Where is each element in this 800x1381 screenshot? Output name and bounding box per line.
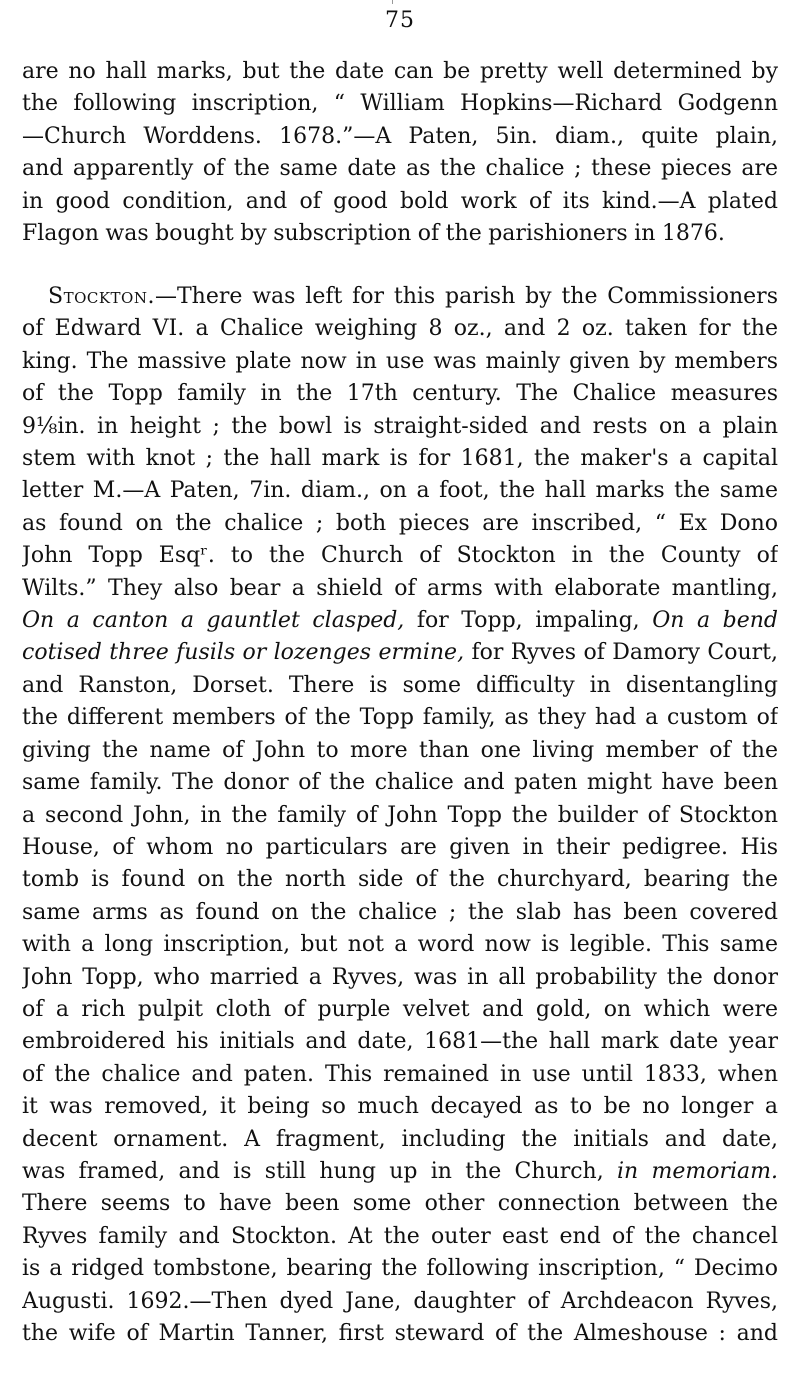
text-line: John Topp, who married a Ryves, was in all probability the donor xyxy=(22,964,778,990)
text-fragment: for Ryves of Damory Court, xyxy=(464,640,778,666)
text-line: decent ornament. A fragment, including the initials and date, xyxy=(22,1126,778,1152)
text-line: —Church Worddens. 1678.”—A Paten, 5in. diam., quite plain, xyxy=(22,123,778,149)
paragraph-plate-description xyxy=(22,56,778,250)
text-line: Ryves family and Stockton. At the outer east end of the chancel xyxy=(22,1223,778,1249)
text-fragment: for Topp, impaling, xyxy=(404,608,653,634)
text-line: same family. The donor of the chalice and paten might have been xyxy=(22,770,778,796)
text-line: letter M.—A Paten, 7in. diam., on a foot, the hall marks the same xyxy=(22,478,778,504)
text-line: the wife of Martin Tanner, first steward of the Almeshouse : and xyxy=(22,1321,778,1346)
text-line: Augusti. 1692.—Then dyed Jane, daughter of Archdeacon Ryves, xyxy=(22,1288,778,1314)
arms-blazon-ryves-start: On a bend xyxy=(652,608,778,634)
text-line: and apparently of the same date as the chalice ; these pieces are xyxy=(22,156,778,182)
page-number: 75 xyxy=(385,8,415,33)
text-line: of the Topp family in the 17th century. The Chalice measures xyxy=(22,381,778,407)
text-line: 9⅛in. in height ; the bowl is straight-sided and rests on a plain xyxy=(22,413,778,439)
section-heading-stockton: Stockton. xyxy=(48,284,155,309)
text-line: is a ridged tombstone, bearing the following inscription, “ Decimo xyxy=(22,1256,778,1282)
text-line-arms-2 xyxy=(22,637,778,669)
text-line: stem with knot ; the hall mark is for 1681, the maker's a capital xyxy=(22,446,778,472)
text-line: embroidered his initials and date, 1681—the hall mark date year xyxy=(22,1029,778,1055)
text-line: same arms as found on the chalice ; the slab has been covered xyxy=(22,899,778,925)
text-line: of the chalice and paten. This remained in use until 1833, when xyxy=(22,1061,778,1087)
text-line: as found on the chalice ; both pieces are inscribed, “ Ex Dono xyxy=(22,510,778,536)
text-line: of a rich pulpit cloth of purple velvet and gold, on which were xyxy=(22,996,778,1022)
text-line: with a long inscription, but not a word now is legible. This same xyxy=(22,932,778,958)
text-line: There seems to have been some other connection between the xyxy=(22,1191,778,1217)
page-edge-mark xyxy=(392,0,393,4)
arms-blazon-ryves-end: cotised three fusils or lozenges ermine, xyxy=(22,640,465,666)
text-line: king. The massive plate now in use was mainly given by members xyxy=(22,348,778,374)
text-line xyxy=(22,281,778,313)
text-line: House, of whom no particulars are given in their pedigree. His xyxy=(22,834,778,860)
text-line: Flagon was bought by subscription of the parishioners in 1876. xyxy=(22,221,725,247)
text-line: the different members of the Topp family, as they had a custom of xyxy=(22,705,778,731)
text-line: giving the name of John to more than one living member of the xyxy=(22,737,778,763)
text-line: Wilts.” They also bear a shield of arms with elaborate mantling, xyxy=(22,575,778,601)
text-line: tomb is found on the north side of the churchyard, bearing the xyxy=(22,867,778,893)
text-line-arms-1 xyxy=(22,605,778,637)
text-line: are no hall marks, but the date can be pretty well determined by xyxy=(22,59,778,84)
paragraph-stockton xyxy=(22,281,778,1350)
text-line: John Topp Esqʳ. to the Church of Stockton in the County of xyxy=(22,543,778,569)
text-fragment: —There was left for this parish by the Commissioners xyxy=(154,284,778,309)
text-fragment: was framed, and is still hung up in the Church, xyxy=(22,1158,617,1184)
text-line: and Ranston, Dorset. There is some difficulty in disentangling xyxy=(22,672,778,698)
arms-blazon-topp: On a canton a gauntlet clasped, xyxy=(22,608,405,634)
text-line: the following inscription, “ William Hopkins—Richard Godgenn xyxy=(22,91,778,117)
text-line-memoriam xyxy=(22,1156,778,1188)
text-line: of Edward VI. a Chalice weighing 8 oz., and 2 oz. taken for the xyxy=(22,316,778,342)
text-line: in good condition, and of good bold work of its kind.—A plated xyxy=(22,188,778,214)
text-line: it was removed, it being so much decayed as to be no longer a xyxy=(22,1094,778,1120)
in-memoriam-phrase: in memoriam. xyxy=(616,1158,778,1184)
text-line: a second John, in the family of John Topp the builder of Stockton xyxy=(22,802,778,828)
